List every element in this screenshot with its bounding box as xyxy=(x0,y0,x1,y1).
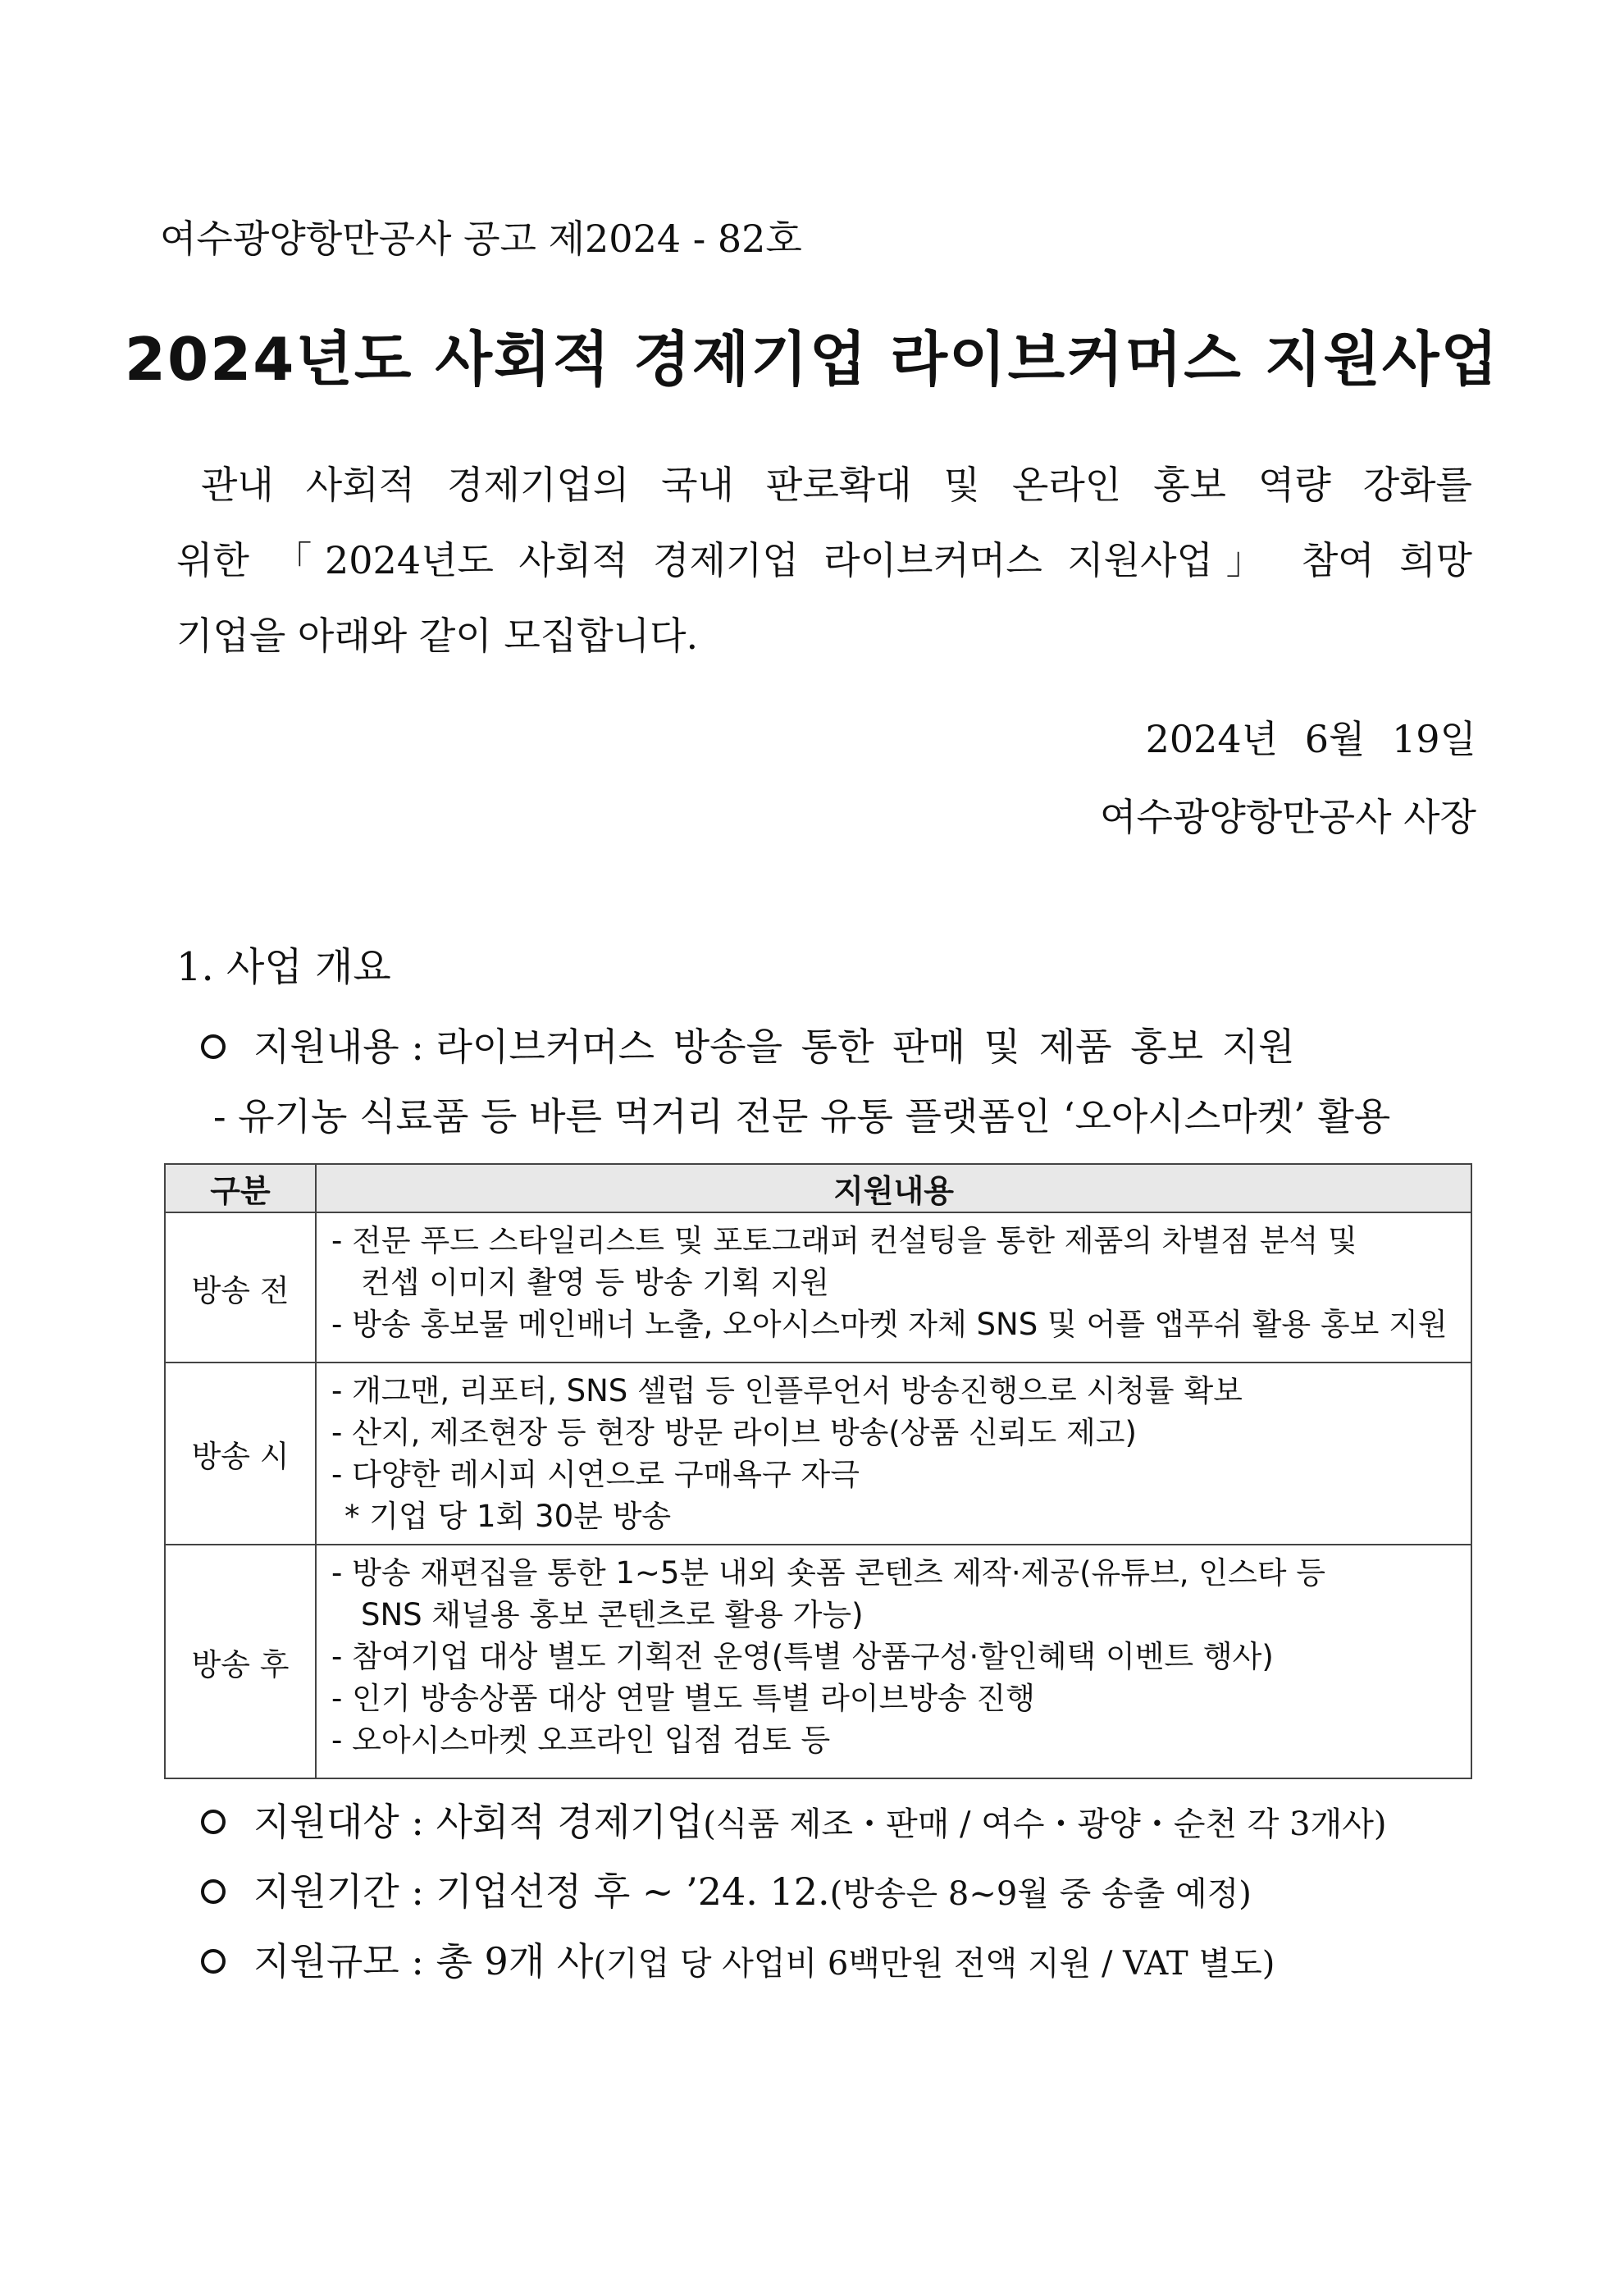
detail-item: - 참여기업 대상 별도 기획전 운영(특별 상품구성·할인혜택 이벤트 행사) xyxy=(331,1639,1274,1674)
row-details xyxy=(316,1212,1471,1363)
detail-note: * 기업 당 1회 30분 방송 xyxy=(344,1499,672,1534)
sub-point: - 유기농 식료품 등 바른 먹거리 전문 유통 플랫폼인 ‘오아시스마켓’ 활용 xyxy=(213,1094,1391,1139)
circle-bullet-icon xyxy=(201,1879,226,1904)
document-title: 2024년도 사회적 경제기업 라이브커머스 지원사업 xyxy=(124,325,1500,394)
detail-item: SNS 채널용 홍보 콘텐츠로 활용 가능) xyxy=(361,1597,864,1632)
item-label: 지원대상 xyxy=(253,1800,399,1844)
row-category: 방송 시 xyxy=(165,1363,316,1545)
item-detail: (기업 당 사업비 6백만원 전액 지원 / VAT 별도) xyxy=(593,1945,1275,1983)
detail-item: - 방송 홍보물 메인배너 노출, 오아시스마켓 자체 SNS 및 어플 앱푸쉬 활용 홍보 지원 xyxy=(331,1307,1448,1342)
support-table xyxy=(164,1163,1472,1779)
item-value: 기업선정 후 ~ ’24. 12. xyxy=(436,1869,830,1914)
detail-item: - 개그맨, 리포터, SNS 셀럽 등 인플루언서 방송진행으로 시청률 확보 xyxy=(331,1373,1243,1408)
support-content-item: 지원내용 : 라이브커머스 방송을 통한 판매 및 제품 홍보 지원 xyxy=(201,1017,1444,1071)
item-detail: (식품 제조・판매 / 여수・광양・순천 각 3개사) xyxy=(703,1805,1387,1843)
item-label: 지원규모 xyxy=(253,1939,399,1983)
circle-bullet-icon xyxy=(201,1034,226,1059)
intro-paragraph xyxy=(176,447,1472,673)
intro-line: 관내 사회적 경제기업의 국내 판로확대 및 온라인 홍보 역량 강화를 xyxy=(201,463,1472,507)
detail-item: - 방송 재편집을 통한 1~5분 내외 숏폼 콘텐츠 제작·제공(유튜브, 인스타 등 xyxy=(331,1555,1326,1591)
support-scale-item: 지원규모 : 총 9개 사(기업 당 사업비 6백만원 전액 지원 / VAT 별도) xyxy=(201,1932,1275,1986)
detail-item: 컨셉 이미지 촬영 등 방송 기획 지원 xyxy=(361,1265,829,1300)
section-heading: 1. 사업 개요 xyxy=(176,944,391,990)
item-value: 총 9개 사 xyxy=(436,1939,594,1983)
item-label: 지원내용 xyxy=(253,1025,399,1069)
intro-line: 기업을 아래와 같이 모집합니다. xyxy=(176,614,699,658)
circle-bullet-icon xyxy=(201,1949,226,1974)
table-row xyxy=(165,1212,1471,1363)
header-category: 구분 xyxy=(165,1164,316,1212)
row-details xyxy=(316,1363,1471,1545)
detail-item: - 인기 방송상품 대상 연말 별도 특별 라이브방송 진행 xyxy=(331,1681,1036,1716)
detail-item: - 다양한 레시피 시연으로 구매욕구 자극 xyxy=(331,1457,860,1492)
row-category: 방송 후 xyxy=(165,1545,316,1778)
item-value: 사회적 경제기업 xyxy=(436,1800,704,1844)
detail-item: - 전문 푸드 스타일리스트 및 포토그래퍼 컨설팅을 통한 제품의 차별점 분석 및 xyxy=(331,1223,1357,1258)
support-target-item: 지원대상 : 사회적 경제기업(식품 제조・판매 / 여수・광양・순천 각 3개사) xyxy=(201,1792,1387,1846)
detail-item: - 산지, 제조현장 등 현장 방문 라이브 방송(상품 신뢰도 제고) xyxy=(331,1415,1137,1450)
notice-date: 2024년 6월 19일 xyxy=(1145,717,1476,761)
detail-item: - 오아시스마켓 오프라인 입점 검토 등 xyxy=(331,1723,831,1758)
item-detail: (방송은 8~9월 중 송출 예정) xyxy=(829,1875,1252,1913)
intro-line: 위한 「2024년도 사회적 경제기업 라이브커머스 지원사업」 참여 희망 xyxy=(176,538,1472,582)
item-label: 지원기간 xyxy=(253,1869,399,1914)
row-details xyxy=(316,1545,1471,1778)
item-value: 라이브커머스 방송을 통한 판매 및 제품 홍보 지원 xyxy=(436,1025,1295,1069)
header-content: 지원내용 xyxy=(316,1164,1471,1212)
table-row xyxy=(165,1363,1471,1545)
circle-bullet-icon xyxy=(201,1810,226,1834)
row-category: 방송 전 xyxy=(165,1212,316,1363)
support-period-item: 지원기간 : 기업선정 후 ~ ’24. 12.(방송은 8~9월 중 송출 예정) xyxy=(201,1862,1252,1916)
table-row xyxy=(165,1545,1471,1778)
table-header-row xyxy=(165,1164,1471,1212)
notice-number: 여수광양항만공사 공고 제2024 - 82호 xyxy=(160,217,802,261)
signature: 여수광양항만공사 사장 xyxy=(1100,795,1476,839)
